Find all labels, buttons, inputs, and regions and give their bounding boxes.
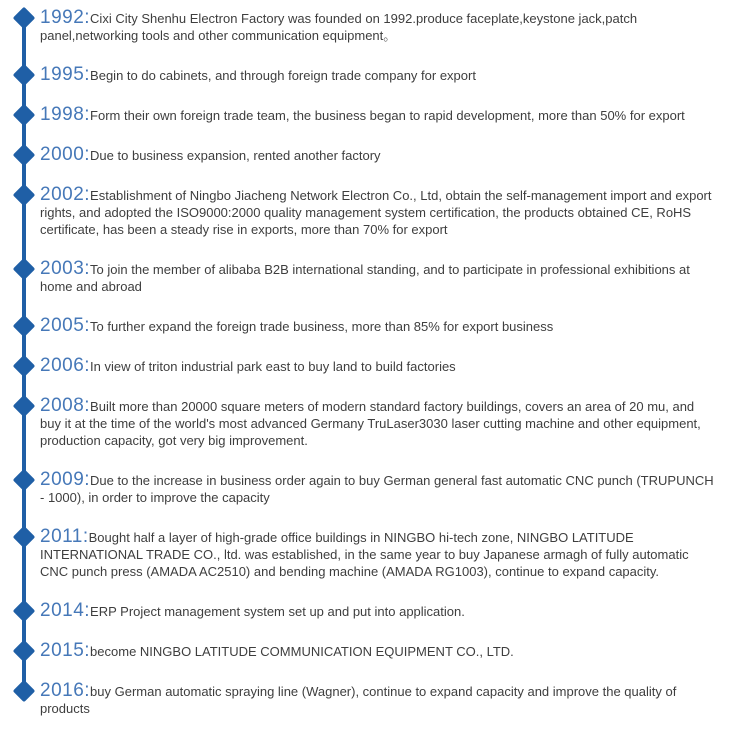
year-label: 2008: <box>40 395 91 416</box>
milestone-text: In view of triton industrial park east to buy land to build factories <box>90 359 456 374</box>
timeline-item <box>0 528 730 580</box>
milestone-text: To join the member of alibaba B2B international standing, and to participate in professional exhibitions at home and abroad <box>40 262 690 294</box>
diamond-icon <box>13 395 36 418</box>
timeline-item <box>0 602 730 620</box>
timeline-item <box>0 471 730 506</box>
milestone-text: Establishment of Ningbo Jiacheng Network Electron Co., Ltd, obtain the self-management import and export rights, and adopted the ISO9000:2000 quality management system certification, the products obtained CE, RoHS certificate, has been a steady rise in exports, more than 70% for export <box>40 188 712 237</box>
timeline-item <box>0 9 730 44</box>
timeline-item <box>0 106 730 124</box>
year-label: 1998: <box>40 104 91 125</box>
timeline-item <box>0 186 730 238</box>
diamond-icon <box>13 7 36 30</box>
milestone-text: Built more than 20000 square meters of modern standard factory buildings, covers an area of 20 mu, and buy it at the time of the world's most advanced Germany TruLaser3030 laser cutting machine and other equipment, production capacity, got very big improvement. <box>40 399 701 448</box>
timeline-entry <box>40 9 714 44</box>
diamond-icon <box>13 315 36 338</box>
year-label: 1992: <box>40 7 91 28</box>
year-label: 1995: <box>40 64 91 85</box>
milestone-text: ERP Project management system set up and put into application. <box>90 604 465 619</box>
diamond-icon <box>13 355 36 378</box>
diamond-icon <box>13 64 36 87</box>
milestone-text: Cixi City Shenhu Electron Factory was founded on 1992.produce faceplate,keystone jack,patch panel,networking tools and other communication equipment。 <box>40 11 638 43</box>
timeline-entry <box>40 66 714 84</box>
diamond-icon <box>13 469 36 492</box>
timeline-item <box>0 146 730 164</box>
diamond-icon <box>13 104 36 127</box>
milestone-text: Begin to do cabinets, and through foreign trade company for export <box>90 68 476 83</box>
timeline-entry <box>40 471 714 506</box>
year-label: 2014: <box>40 600 91 621</box>
year-label: 2003: <box>40 258 91 279</box>
year-label: 2016: <box>40 680 91 701</box>
timeline-entry <box>40 642 714 660</box>
year-label: 2000: <box>40 144 91 165</box>
timeline-entry <box>40 397 714 449</box>
diamond-icon <box>13 184 36 207</box>
timeline-item <box>0 397 730 449</box>
timeline-entry <box>40 186 714 238</box>
milestone-text: become NINGBO LATITUDE COMMUNICATION EQUIPMENT CO., LTD. <box>90 644 514 659</box>
year-label: 2009: <box>40 469 91 490</box>
diamond-icon <box>13 640 36 663</box>
milestone-text: Due to the increase in business order again to buy German general fast automatic CNC punch (TRUPUNCH - 1000), in order to improve the capacity <box>40 473 714 505</box>
timeline-entry <box>40 682 714 717</box>
timeline-item <box>0 357 730 375</box>
milestone-text: To further expand the foreign trade business, more than 85% for export business <box>90 319 554 334</box>
milestone-text: Bought half a layer of high-grade office buildings in NINGBO hi-tech zone, NINGBO LATITUDE INTERNATIONAL TRADE CO., ltd. was established, in the same year to buy Japanese armagh of fully automatic CNC punch press (AMADA AC2510) and bending machine (AMADA RG1003), continue to expand capacity. <box>40 530 689 579</box>
diamond-icon <box>13 600 36 623</box>
diamond-icon <box>13 144 36 167</box>
diamond-icon <box>13 680 36 703</box>
timeline-entry <box>40 317 714 335</box>
timeline-item <box>0 260 730 295</box>
timeline-item <box>0 66 730 84</box>
year-label: 2002: <box>40 184 91 205</box>
timeline-entry <box>40 357 714 375</box>
milestone-text: Due to business expansion, rented another factory <box>90 148 381 163</box>
timeline-item <box>0 317 730 335</box>
year-label: 2006: <box>40 355 91 376</box>
timeline-item <box>0 642 730 660</box>
timeline-item <box>0 682 730 717</box>
year-label: 2005: <box>40 315 91 336</box>
timeline-items <box>0 9 730 717</box>
diamond-icon <box>13 526 36 549</box>
milestone-text: buy German automatic spraying line (Wagner), continue to expand capacity and improve the quality of products <box>40 684 677 716</box>
timeline-entry <box>40 260 714 295</box>
year-label: 2015: <box>40 640 91 661</box>
timeline-entry <box>40 106 714 124</box>
year-label: 2011: <box>40 526 89 547</box>
timeline-entry <box>40 602 714 620</box>
timeline-entry <box>40 146 714 164</box>
milestone-text: Form their own foreign trade team, the business began to rapid development, more than 50% for export <box>90 108 685 123</box>
timeline-entry <box>40 528 714 580</box>
diamond-icon <box>13 258 36 281</box>
